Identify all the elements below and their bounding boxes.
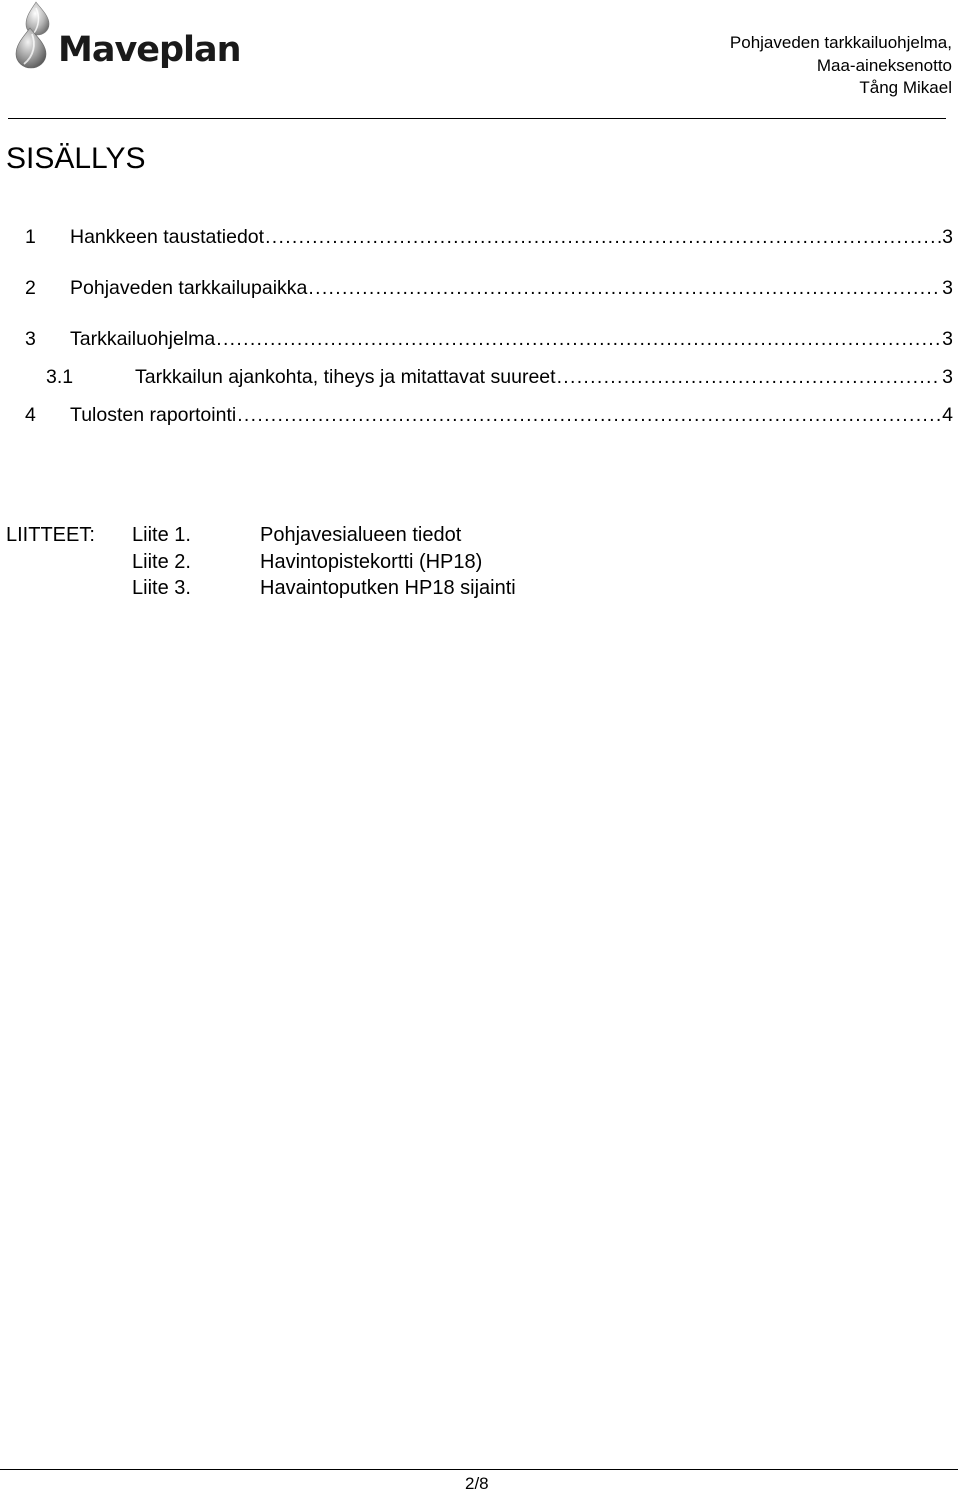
toc-entry[interactable] <box>25 226 953 252</box>
toc-leader-dots <box>557 366 942 389</box>
footer-divider <box>0 1469 958 1470</box>
attachment-item <box>132 522 462 549</box>
toc-entry-page: 3 <box>942 226 953 248</box>
attachment-id: Liite 2. <box>132 550 191 573</box>
toc-entry-text: Tarkkailun ajankohta, tiheys ja mitattavat suureet <box>135 366 556 388</box>
toc-entry[interactable] <box>25 277 953 303</box>
toc-leader-dots <box>216 328 941 351</box>
header-project-title: Pohjaveden tarkkailuohjelma, <box>729 33 952 52</box>
toc-entry-page: 3 <box>942 328 953 350</box>
toc-entry-number: 3 <box>25 328 36 350</box>
toc-entry-page: 4 <box>942 404 953 426</box>
toc-entry-text: Tulosten raportointi <box>70 404 237 426</box>
toc-leader-dots <box>308 277 941 300</box>
toc-entry[interactable] <box>25 404 953 430</box>
attachments-label: LIITTEET: <box>6 524 95 546</box>
toc-entry-text: Hankkeen taustatiedot <box>70 226 265 248</box>
attachment-title: Pohjavesialueen tiedot <box>260 524 462 546</box>
toc-title: SISÄLLYS <box>6 142 146 175</box>
header-author: Tång Mikael <box>859 78 952 97</box>
maveplan-logo <box>12 0 242 80</box>
attachment-title: Havintopistekortti (HP18) <box>260 550 483 573</box>
toc-leader-dots <box>237 404 941 427</box>
attachment-id: Liite 1. <box>132 524 191 546</box>
droplet-logo-icon <box>12 0 64 72</box>
toc-entry-number: 2 <box>25 277 36 299</box>
attachment-id: Liite 3. <box>132 577 191 599</box>
attachment-item <box>132 575 516 602</box>
toc-entry-text: Tarkkailuohjelma <box>70 328 216 350</box>
header-project-subtitle: Maa-aineksenotto <box>816 55 952 75</box>
toc-entry-number: 3.1 <box>46 366 74 388</box>
toc-subentry[interactable] <box>46 366 953 392</box>
toc-entry-text: Pohjaveden tarkkailupaikka <box>70 277 308 299</box>
header-divider <box>8 118 946 119</box>
attachment-title: Havaintoputken HP18 sijainti <box>260 577 516 599</box>
toc-leader-dots <box>265 226 941 249</box>
attachment-item <box>132 549 483 576</box>
toc-entry[interactable] <box>25 328 953 354</box>
toc-entry-number: 4 <box>25 404 36 426</box>
page-number: 2/8 <box>465 1474 489 1493</box>
logo-text: Maveplan <box>58 30 241 70</box>
toc-entry-page: 3 <box>942 366 953 388</box>
toc-entry-number: 1 <box>25 226 36 248</box>
toc-entry-page: 3 <box>942 277 953 299</box>
document-header-info <box>730 32 952 100</box>
